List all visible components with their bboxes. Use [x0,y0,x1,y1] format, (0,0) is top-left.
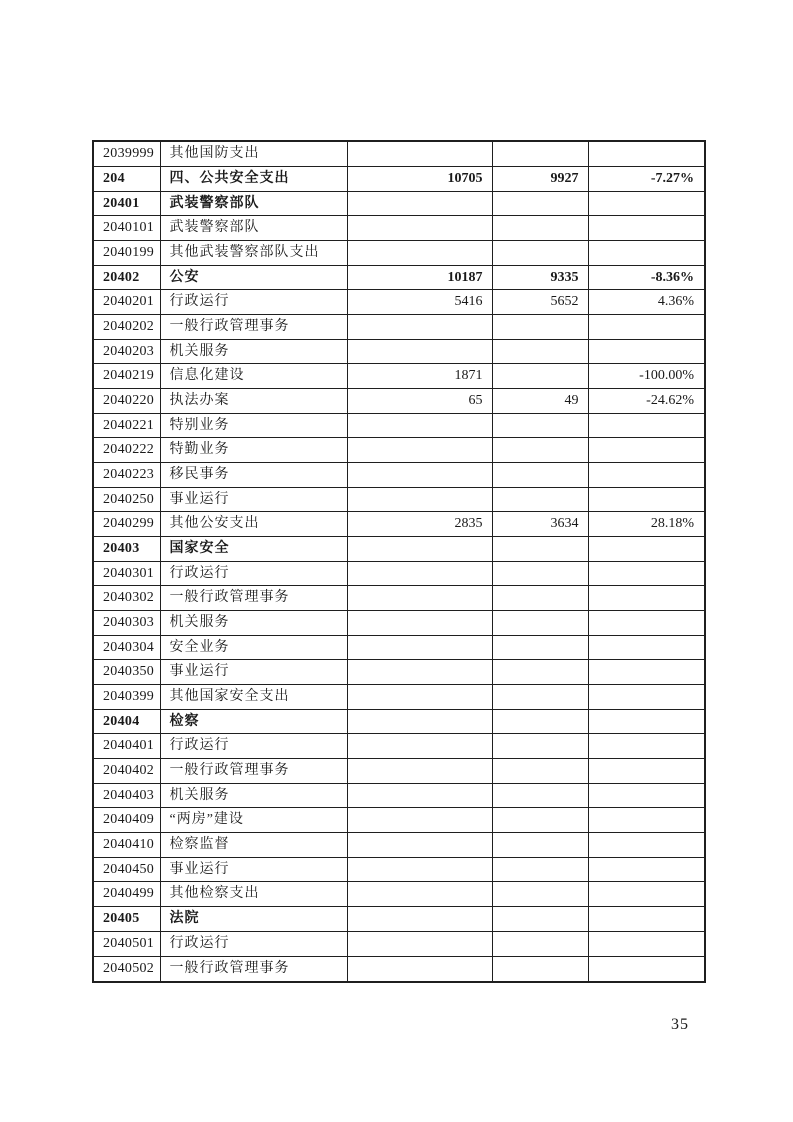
row-change-pct-cell [588,734,705,759]
row-name-cell: 检察 [160,709,347,734]
row-value1-cell [347,487,492,512]
row-name-cell: 行政运行 [160,290,347,315]
row-value1-cell [347,685,492,710]
row-value2-cell: 9927 [492,167,588,192]
row-value2-cell [492,685,588,710]
row-change-pct-cell [588,586,705,611]
row-change-pct-cell [588,833,705,858]
row-change-pct-cell [588,216,705,241]
row-name-cell: 机关服务 [160,339,347,364]
row-change-pct-cell [588,561,705,586]
row-name-cell: 安全业务 [160,635,347,660]
row-change-pct-cell [588,783,705,808]
row-value1-cell [347,882,492,907]
row-name-cell: 其他武装警察部队支出 [160,241,347,266]
row-name-cell: 行政运行 [160,931,347,956]
row-code-cell: 2040301 [93,561,160,586]
row-value2-cell [492,141,588,167]
row-change-pct-cell: -100.00% [588,364,705,389]
table-row [93,241,705,266]
table-row [93,512,705,537]
row-change-pct-cell [588,907,705,932]
row-code-cell: 20404 [93,709,160,734]
row-change-pct-cell [588,339,705,364]
row-change-pct-cell: -24.62% [588,389,705,414]
row-change-pct-cell [588,660,705,685]
row-value2-cell [492,216,588,241]
row-code-cell: 2040499 [93,882,160,907]
row-change-pct-cell [588,537,705,562]
table-row [93,389,705,414]
table-row [93,660,705,685]
row-code-cell: 2040502 [93,956,160,982]
row-value1-cell [347,561,492,586]
row-value1-cell [347,956,492,982]
row-value2-cell [492,537,588,562]
row-name-cell: 特勤业务 [160,438,347,463]
row-value1-cell [347,611,492,636]
row-value1-cell [347,586,492,611]
row-value2-cell [492,759,588,784]
row-name-cell: 武装警察部队 [160,216,347,241]
row-change-pct-cell [588,463,705,488]
row-name-cell: 一般行政管理事务 [160,956,347,982]
table-row [93,413,705,438]
row-change-pct-cell [588,685,705,710]
row-name-cell: 机关服务 [160,611,347,636]
row-name-cell: 国家安全 [160,537,347,562]
row-change-pct-cell [588,611,705,636]
row-value1-cell [347,339,492,364]
row-code-cell: 2040350 [93,660,160,685]
table-row [93,759,705,784]
page-number: 35 [671,1016,689,1033]
row-code-cell: 2040450 [93,857,160,882]
row-name-cell: 四、公共安全支出 [160,167,347,192]
row-code-cell: 204 [93,167,160,192]
row-value2-cell [492,907,588,932]
table-row [93,216,705,241]
table-row [93,882,705,907]
row-code-cell: 2040201 [93,290,160,315]
row-value2-cell [492,660,588,685]
row-value1-cell: 10705 [347,167,492,192]
row-code-cell: 2040219 [93,364,160,389]
row-code-cell: 2040401 [93,734,160,759]
row-code-cell: 2040302 [93,586,160,611]
table-row [93,561,705,586]
row-code-cell: 2040299 [93,512,160,537]
row-value2-cell [492,882,588,907]
row-change-pct-cell [588,191,705,216]
row-value2-cell [492,463,588,488]
row-value1-cell [347,463,492,488]
row-value1-cell: 1871 [347,364,492,389]
row-name-cell: 执法办案 [160,389,347,414]
row-value1-cell: 65 [347,389,492,414]
row-name-cell: 事业运行 [160,660,347,685]
row-code-cell: 20405 [93,907,160,932]
table-row [93,191,705,216]
row-name-cell: 事业运行 [160,857,347,882]
row-value1-cell: 10187 [347,265,492,290]
budget-table-body [93,141,705,982]
row-value1-cell [347,191,492,216]
table-row [93,265,705,290]
row-name-cell: 其他国家安全支出 [160,685,347,710]
row-value1-cell [347,241,492,266]
row-value1-cell: 2835 [347,512,492,537]
row-value2-cell [492,833,588,858]
row-value1-cell [347,635,492,660]
row-value1-cell [347,709,492,734]
row-name-cell: 一般行政管理事务 [160,586,347,611]
row-value1-cell [347,216,492,241]
row-value2-cell [492,956,588,982]
row-value1-cell: 5416 [347,290,492,315]
row-value2-cell [492,438,588,463]
table-row [93,685,705,710]
row-name-cell: 移民事务 [160,463,347,488]
row-name-cell: 检察监督 [160,833,347,858]
row-name-cell: 其他检察支出 [160,882,347,907]
table-row [93,907,705,932]
table-row [93,808,705,833]
row-name-cell: 一般行政管理事务 [160,759,347,784]
row-code-cell: 2040220 [93,389,160,414]
row-code-cell: 2040199 [93,241,160,266]
row-code-cell: 2039999 [93,141,160,167]
row-name-cell: 信息化建设 [160,364,347,389]
table-row [93,635,705,660]
table-row [93,709,705,734]
row-code-cell: 2040303 [93,611,160,636]
table-row [93,339,705,364]
row-change-pct-cell [588,956,705,982]
row-code-cell: 20403 [93,537,160,562]
row-value1-cell [347,783,492,808]
row-value1-cell [347,833,492,858]
table-row [93,141,705,167]
table-row [93,931,705,956]
row-value2-cell: 5652 [492,290,588,315]
table-row [93,290,705,315]
row-value2-cell [492,635,588,660]
row-value2-cell [492,931,588,956]
row-name-cell: 机关服务 [160,783,347,808]
row-name-cell: 其他国防支出 [160,141,347,167]
row-code-cell: 20401 [93,191,160,216]
row-change-pct-cell [588,759,705,784]
row-value2-cell: 49 [492,389,588,414]
row-change-pct-cell: 4.36% [588,290,705,315]
row-value2-cell [492,808,588,833]
row-code-cell: 2040250 [93,487,160,512]
table-row [93,315,705,340]
row-value1-cell [347,759,492,784]
row-code-cell: 2040304 [93,635,160,660]
table-row [93,487,705,512]
row-value2-cell [492,561,588,586]
row-value1-cell [347,907,492,932]
row-value1-cell [347,660,492,685]
row-value2-cell [492,857,588,882]
row-code-cell: 2040403 [93,783,160,808]
table-row [93,586,705,611]
row-value2-cell [492,413,588,438]
row-code-cell: 2040399 [93,685,160,710]
row-change-pct-cell [588,438,705,463]
row-name-cell: “两房”建设 [160,808,347,833]
row-name-cell: 一般行政管理事务 [160,315,347,340]
row-value1-cell [347,808,492,833]
row-change-pct-cell: 28.18% [588,512,705,537]
row-change-pct-cell [588,635,705,660]
row-change-pct-cell [588,709,705,734]
row-value2-cell: 3634 [492,512,588,537]
row-code-cell: 2040409 [93,808,160,833]
row-change-pct-cell [588,882,705,907]
row-code-cell: 2040202 [93,315,160,340]
row-value2-cell [492,783,588,808]
row-name-cell: 事业运行 [160,487,347,512]
row-code-cell: 2040101 [93,216,160,241]
row-code-cell: 2040222 [93,438,160,463]
table-row [93,611,705,636]
table-row [93,438,705,463]
row-value2-cell: 9335 [492,265,588,290]
row-value2-cell [492,734,588,759]
row-code-cell: 2040221 [93,413,160,438]
row-name-cell: 其他公安支出 [160,512,347,537]
row-code-cell: 2040203 [93,339,160,364]
row-value2-cell [492,241,588,266]
row-value1-cell [347,315,492,340]
row-name-cell: 行政运行 [160,734,347,759]
row-change-pct-cell: -7.27% [588,167,705,192]
row-name-cell: 公安 [160,265,347,290]
row-change-pct-cell: -8.36% [588,265,705,290]
row-value2-cell [492,191,588,216]
row-change-pct-cell [588,857,705,882]
table-row [93,857,705,882]
row-name-cell: 行政运行 [160,561,347,586]
row-change-pct-cell [588,413,705,438]
row-name-cell: 武装警察部队 [160,191,347,216]
table-row [93,364,705,389]
row-value1-cell [347,438,492,463]
row-code-cell: 20402 [93,265,160,290]
row-value1-cell [347,857,492,882]
row-value1-cell [347,931,492,956]
budget-table [92,140,706,983]
table-row [93,463,705,488]
row-change-pct-cell [588,315,705,340]
table-row [93,783,705,808]
row-name-cell: 特别业务 [160,413,347,438]
row-change-pct-cell [588,808,705,833]
table-row [93,167,705,192]
row-change-pct-cell [588,931,705,956]
row-code-cell: 2040501 [93,931,160,956]
row-value2-cell [492,611,588,636]
row-value1-cell [347,734,492,759]
row-code-cell: 2040410 [93,833,160,858]
row-value2-cell [492,709,588,734]
row-value1-cell [347,141,492,167]
table-row [93,734,705,759]
table-row [93,956,705,982]
row-code-cell: 2040402 [93,759,160,784]
row-value2-cell [492,487,588,512]
row-value2-cell [492,339,588,364]
row-value2-cell [492,315,588,340]
row-change-pct-cell [588,487,705,512]
table-row [93,833,705,858]
row-value2-cell [492,586,588,611]
table-row [93,537,705,562]
row-value2-cell [492,364,588,389]
row-name-cell: 法院 [160,907,347,932]
row-value1-cell [347,413,492,438]
row-code-cell: 2040223 [93,463,160,488]
row-change-pct-cell [588,241,705,266]
row-change-pct-cell [588,141,705,167]
row-value1-cell [347,537,492,562]
